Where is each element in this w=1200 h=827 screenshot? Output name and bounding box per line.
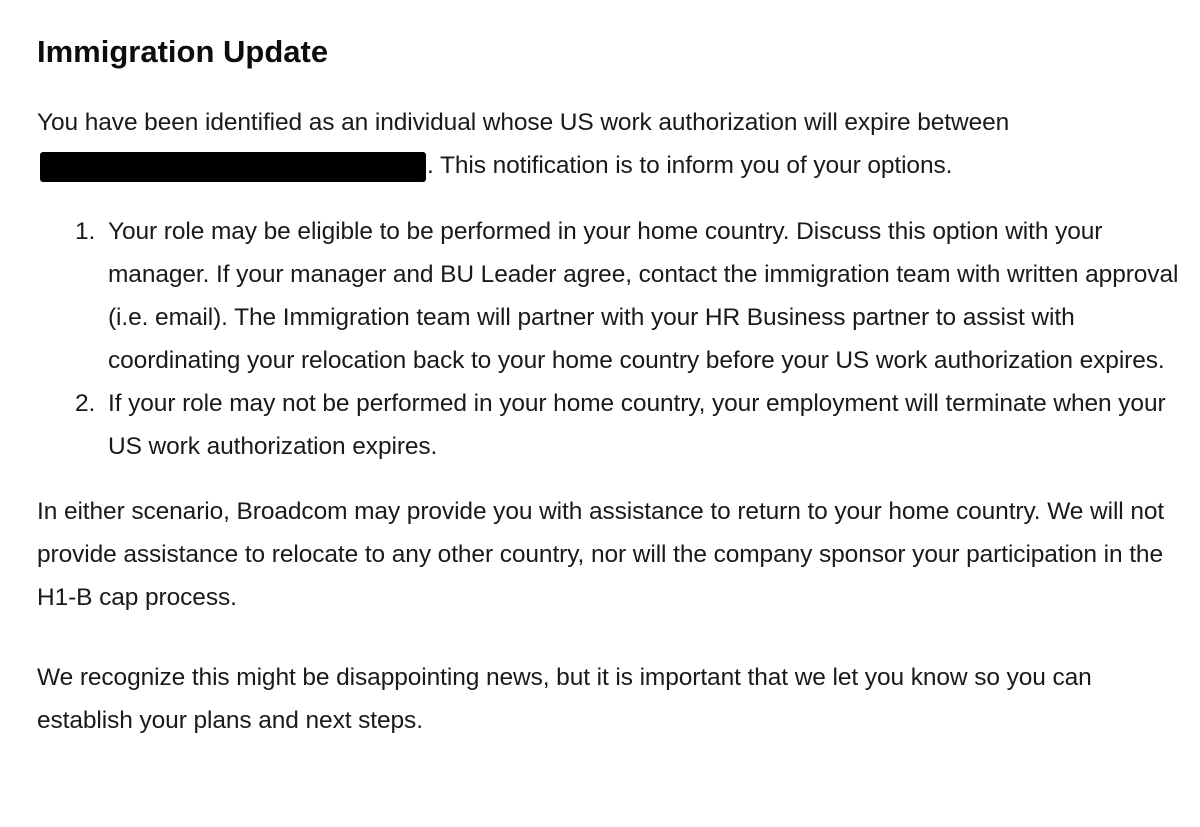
assistance-paragraph: In either scenario, Broadcom may provide you with assistance to return to your home country. We will not provide assistance to relocate to any other country, nor will the company sponsor your participation in the H1-B cap process. <box>37 498 1165 611</box>
page-title: Immigration Update <box>37 34 329 69</box>
list-item <box>37 210 1187 382</box>
intro-text-start: You have been identified as an individual whose US work authorization will expire between <box>37 109 1010 136</box>
intro-paragraph <box>37 101 1187 187</box>
closing-paragraph: We recognize this might be disappointing news, but it is important that we let you know so you can establish your plans and next steps. <box>37 664 1092 734</box>
list-item-text: Your role may be eligible to be performed in your home country. Discuss this option with your manager. If your manager and BU Leader agree, contact the immigration team with written approval (i.e. email). The Immigration team will partner with your HR Business partner to assist with coordinating your relocation back to your home country before your US work authorization expires. <box>108 218 1179 374</box>
list-item-number: 1. <box>75 218 96 245</box>
redaction-bar <box>40 152 426 182</box>
intro-text-end: . This notification is to inform you of your options. <box>427 152 953 179</box>
options-list <box>37 210 1187 468</box>
email-body <box>37 30 1187 742</box>
list-item-number: 2. <box>75 390 96 417</box>
list-item <box>37 382 1187 468</box>
list-item-text: If your role may not be performed in your home country, your employment will terminate when your US work authorization expires. <box>108 390 1166 460</box>
